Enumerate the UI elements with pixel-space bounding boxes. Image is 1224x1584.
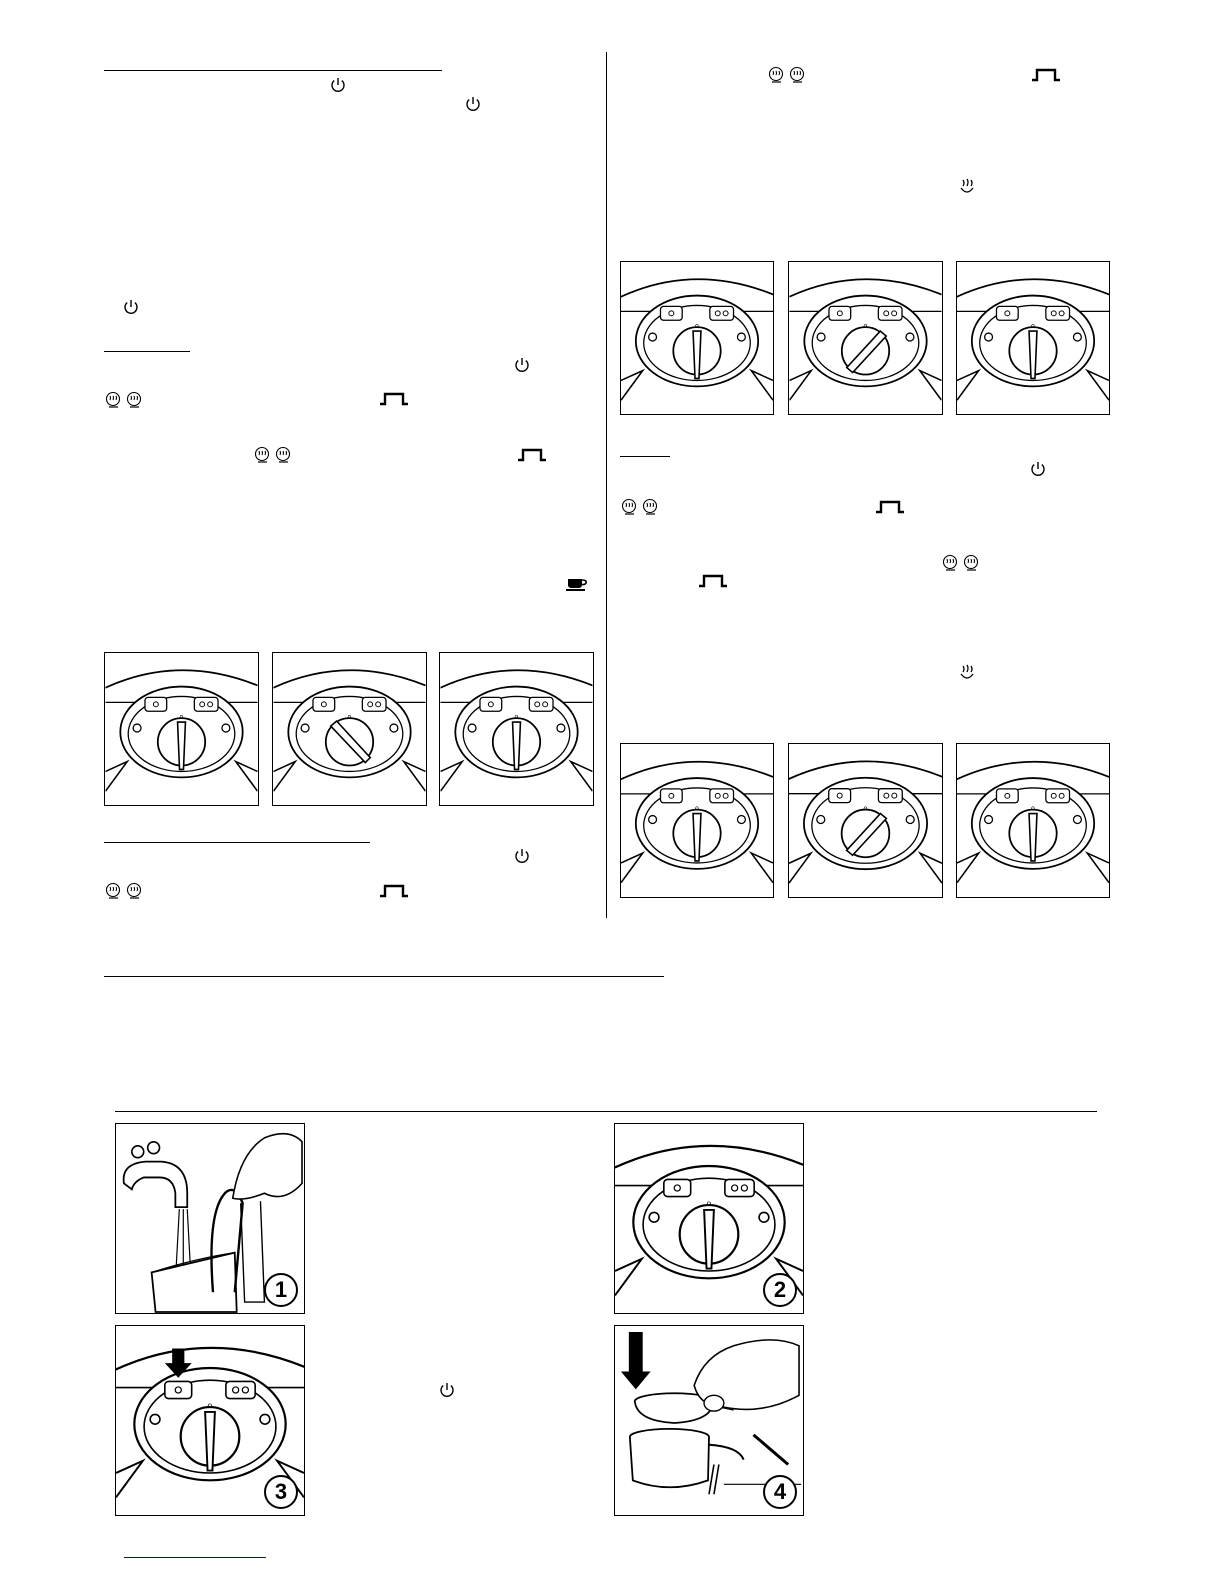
- steps-top-rule: [115, 1111, 1097, 1112]
- button-pressed-icon: [875, 500, 905, 514]
- steam-icon: [958, 664, 976, 682]
- subsection-heading-rule: [620, 456, 670, 457]
- step-1-figure: [115, 1123, 305, 1314]
- steam-indicator-icon: [125, 391, 143, 409]
- column-divider: [606, 52, 607, 918]
- section-heading-rule: [104, 70, 442, 71]
- power-icon: [329, 76, 347, 94]
- control-knob-figure: [788, 743, 943, 898]
- power-icon: [438, 1381, 456, 1399]
- control-knob-figure: [620, 261, 774, 415]
- subsection-heading-rule: [104, 842, 370, 843]
- subsection-heading-rule: [104, 351, 190, 352]
- button-pressed-icon: [1031, 68, 1061, 82]
- control-knob-figure: [439, 652, 594, 806]
- steam-indicator-icon: [253, 446, 271, 464]
- button-pressed-icon: [698, 574, 728, 588]
- button-pressed-icon: [517, 448, 547, 462]
- section-heading-rule: [104, 976, 664, 977]
- power-icon: [464, 95, 482, 113]
- step-number-badge: 3: [264, 1475, 298, 1509]
- control-knob-figure: [620, 743, 774, 898]
- button-pressed-icon: [379, 884, 409, 898]
- steam-indicator-icon: [620, 498, 638, 516]
- steam-indicator-icon: [962, 554, 980, 572]
- power-icon: [513, 847, 531, 865]
- coffee-cup-icon: [565, 574, 589, 592]
- step-number-badge: 4: [763, 1475, 797, 1509]
- steam-indicator-icon: [941, 554, 959, 572]
- control-knob-figure: [272, 652, 427, 806]
- step-2-figure: [614, 1123, 804, 1314]
- steam-indicator-icon: [104, 391, 122, 409]
- power-icon: [122, 298, 140, 316]
- step-4-figure: [614, 1325, 804, 1516]
- power-icon: [1029, 460, 1047, 478]
- control-knob-figure: [788, 261, 943, 415]
- control-knob-figure: [104, 652, 259, 806]
- steam-indicator-icon: [641, 498, 659, 516]
- step-number-badge: 2: [763, 1273, 797, 1307]
- footer-rule: [124, 1557, 266, 1558]
- control-knob-figure: [956, 261, 1110, 415]
- step-number-badge: 1: [264, 1273, 298, 1307]
- control-knob-figure: [956, 743, 1110, 898]
- button-pressed-icon: [379, 392, 409, 406]
- steam-icon: [958, 178, 976, 196]
- step-3-figure: [115, 1325, 305, 1516]
- steam-indicator-icon: [767, 66, 785, 84]
- steam-indicator-icon: [125, 882, 143, 900]
- steam-indicator-icon: [788, 66, 806, 84]
- steam-indicator-icon: [104, 882, 122, 900]
- power-icon: [513, 356, 531, 374]
- steam-indicator-icon: [274, 446, 292, 464]
